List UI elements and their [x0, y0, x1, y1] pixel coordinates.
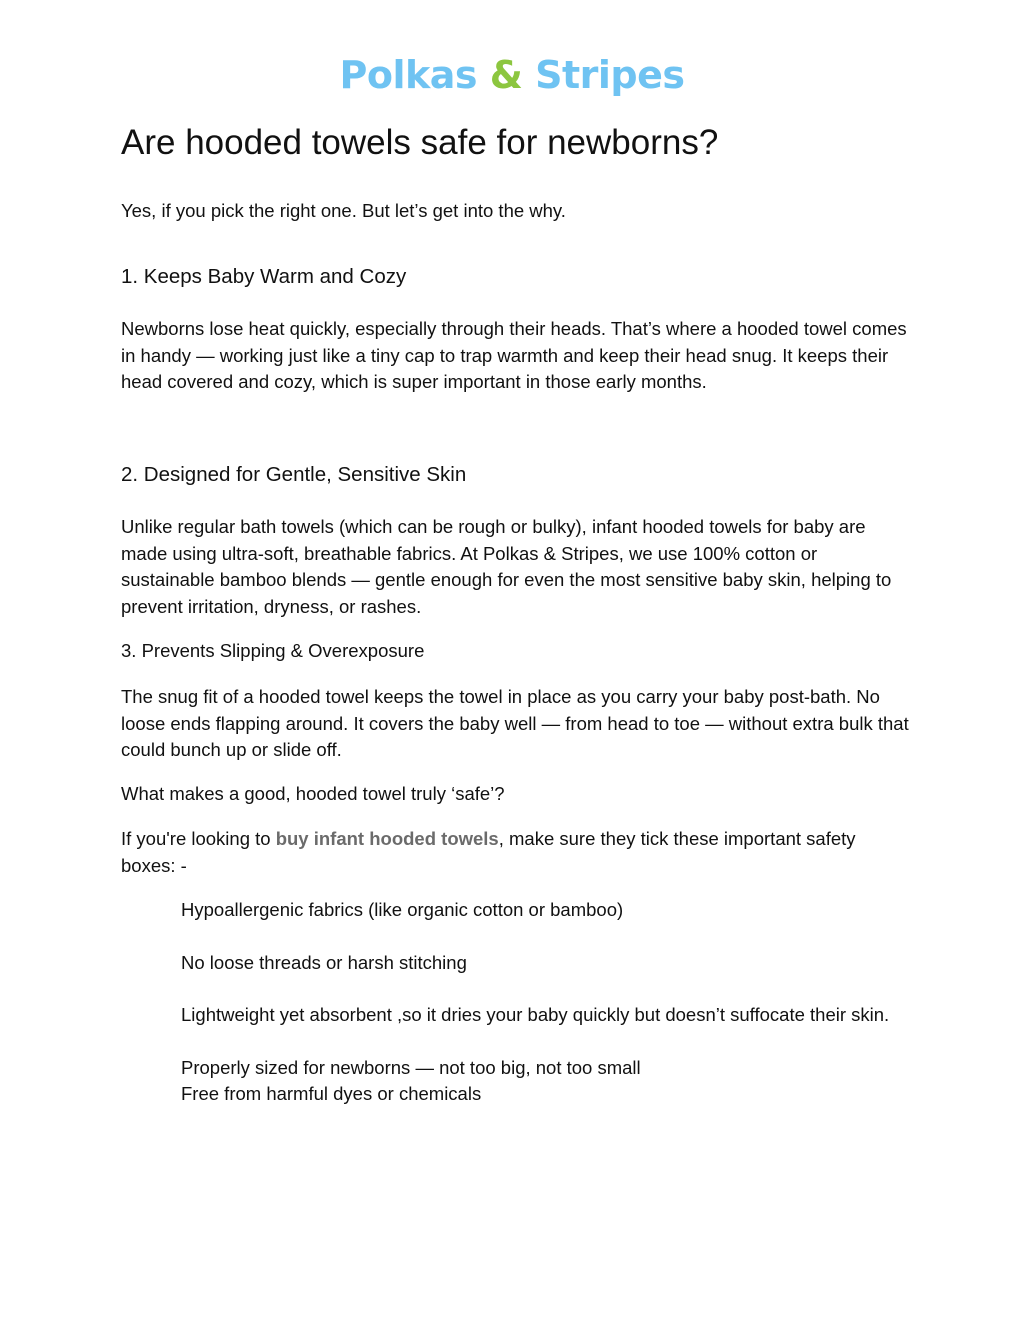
checklist-item: No loose threads or harsh stitching: [181, 951, 467, 973]
buy-text-before: If you're looking to: [121, 828, 276, 849]
section-1-heading: 1. Keeps Baby Warm and Cozy: [121, 265, 407, 288]
section-3-heading: 3. Prevents Slipping & Overexposure: [121, 640, 425, 661]
section-1-body: Newborns lose heat quickly, especially through their heads. That’s where a hooded towel comes in handy — working just like a tiny cap to trap warmth and keep their head snug. It keeps their head covered and cozy, which is super important in those early months.: [121, 318, 907, 392]
logo-ampersand: &: [489, 53, 523, 97]
checklist-item: Free from harmful dyes or chemicals: [181, 1083, 482, 1104]
page-title: Are hooded towels safe for newborns?: [121, 123, 719, 162]
section-2-heading: 2. Designed for Gentle, Sensitive Skin: [121, 463, 467, 486]
buy-infant-hooded-towels-link[interactable]: buy infant hooded towels: [275, 828, 499, 849]
checklist-item: Properly sized for newborns — not too big, not too small: [181, 1056, 641, 1078]
buy-text-after: , make sure they tick these important safety boxes: -: [121, 828, 856, 876]
section-3-body: The snug fit of a hooded towel keeps the towel in place as you carry your baby post-bath. No loose ends flapping around. It covers the baby well — from head to toe — without extra bulk that could bunch up or slide off.: [121, 686, 909, 760]
logo-word-stripes: Stripes: [535, 53, 685, 97]
intro-paragraph: Yes, if you pick the right one. But let’s get into the why.: [121, 200, 566, 221]
logo-word-polkas: Polkas: [339, 53, 477, 97]
safe-question: What makes a good, hooded towel truly ‘safe’?: [121, 783, 505, 804]
checklist-item: Lightweight yet absorbent ,so it dries your baby quickly but doesn’t suffocate their skin.: [181, 1004, 890, 1025]
section-2-body: Unlike regular bath towels (which can be rough or bulky), infant hooded towels for baby are made using ultra-soft, breathable fabrics. At Polkas & Stripes, we use 100% cotton or sustainable bamboo blends — gentle enough for even the most sensitive baby skin, helping to prevent irritation, dryness, or rashes.: [121, 516, 892, 617]
safety-checklist: [181, 0, 921, 1108]
checklist-item: Hypoallergenic fabrics (like organic cotton or bamboo): [181, 899, 624, 920]
